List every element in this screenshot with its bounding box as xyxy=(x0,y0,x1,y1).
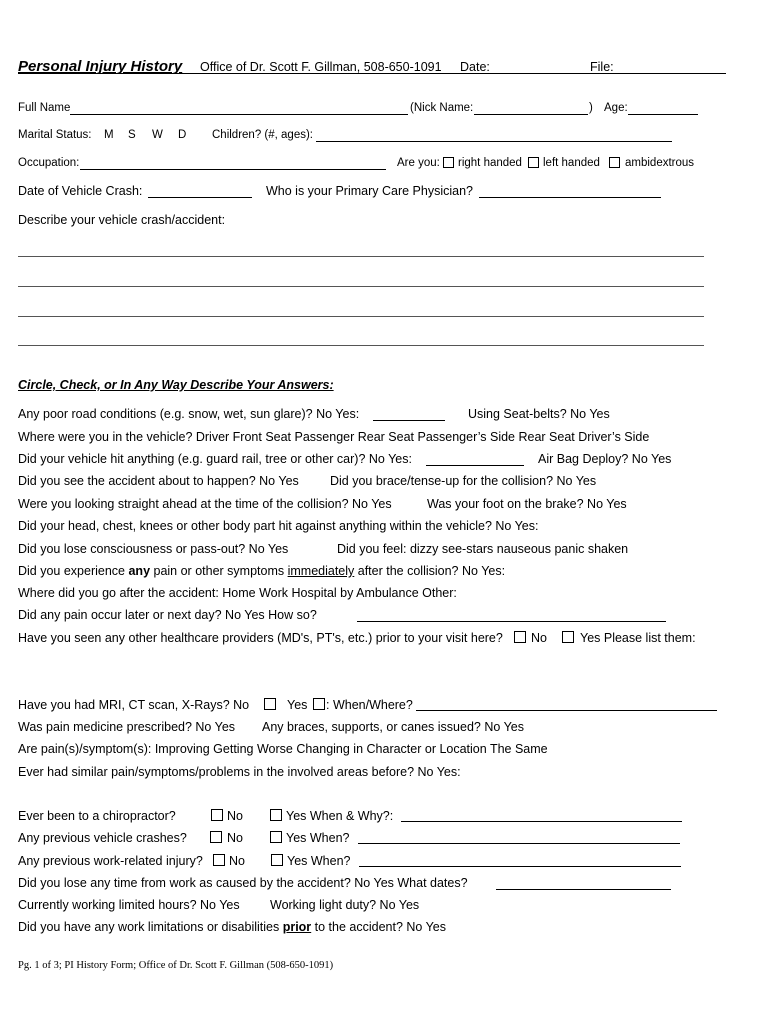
full-name-field[interactable] xyxy=(70,114,408,115)
other-providers-no-label: No xyxy=(531,631,547,645)
children-field[interactable] xyxy=(316,141,672,142)
describe-line[interactable] xyxy=(18,316,704,317)
q-road-conditions: Any poor road conditions (e.g. snow, wet, sun glare)? No Yes: xyxy=(18,407,360,421)
q-previous-crashes: Any previous vehicle crashes? xyxy=(18,831,187,845)
file-label: File: xyxy=(590,60,614,74)
q-looking-ahead: Were you looking straight ahead at the time of the collision? No Yes xyxy=(18,497,392,511)
mri-yes-label: Yes xyxy=(287,698,308,712)
q-consciousness: Did you lose consciousness or pass-out? No Yes xyxy=(18,542,289,556)
occupation-field[interactable] xyxy=(80,169,386,170)
work-injury-yes-checkbox[interactable] xyxy=(271,854,283,866)
limitations-text-a: Did you have any work limitations or disabilities xyxy=(18,920,283,934)
form-title: Personal Injury History xyxy=(18,58,183,75)
work-injury-no-checkbox[interactable] xyxy=(213,854,225,866)
q-pain-experience xyxy=(18,564,505,578)
crashes-yes-label: Yes When? xyxy=(286,831,350,845)
age-field[interactable] xyxy=(628,114,698,115)
date-label: Date: xyxy=(460,60,490,74)
describe-crash-label: Describe your vehicle crash/accident: xyxy=(18,213,226,227)
q-pain-later: Did any pain occur later or next day? No Yes How so? xyxy=(18,608,317,622)
q-see-accident: Did you see the accident about to happen? No Yes xyxy=(18,474,299,488)
pain-text-c: after the collision? No Yes: xyxy=(354,564,506,578)
q-lose-time: Did you lose any time from work as caused by the accident? No Yes What dates? xyxy=(18,876,468,890)
q-braces: Any braces, supports, or canes issued? No Yes xyxy=(262,720,524,734)
marital-option-d[interactable]: D xyxy=(178,129,187,141)
q-work-limitations xyxy=(18,920,446,934)
other-providers-no-checkbox[interactable] xyxy=(514,631,526,643)
q-seatbelts: Using Seat-belts? No Yes xyxy=(468,407,610,421)
q-body-hit: Did your head, chest, knees or other body part hit against anything within the vehicle? No Yes: xyxy=(18,519,539,533)
are-you-label: Are you: xyxy=(397,157,440,169)
q-feel: Did you feel: dizzy see-stars nauseous panic shaken xyxy=(337,542,629,556)
mri-yes-checkbox[interactable] xyxy=(313,698,325,710)
marital-status-label: Marital Status: xyxy=(18,129,92,141)
chiro-field[interactable] xyxy=(401,821,682,822)
q-pain-medicine: Was pain medicine prescribed? No Yes xyxy=(18,720,236,734)
marital-option-w[interactable]: W xyxy=(152,129,163,141)
other-providers-yes-label: Yes Please list them: xyxy=(580,631,696,645)
q-previous-work-injury: Any previous work-related injury? xyxy=(18,854,203,868)
q-symptoms-status: Are pain(s)/symptom(s): Improving Getting Worse Changing in Character or Location The Same xyxy=(18,742,548,756)
pain-text-any: any xyxy=(128,564,151,578)
q-similar-before: Ever had similar pain/symptoms/problems in the involved areas before? No Yes: xyxy=(18,765,461,779)
crash-date-label: Date of Vehicle Crash: xyxy=(18,184,143,198)
chiro-no-checkbox[interactable] xyxy=(211,809,223,821)
q-foot-brake: Was your foot on the brake? No Yes xyxy=(427,497,627,511)
describe-line[interactable] xyxy=(18,345,704,346)
nick-name-label: (Nick Name: xyxy=(410,102,474,114)
crashes-field[interactable] xyxy=(358,843,680,844)
pain-text-a: Did you experience xyxy=(18,564,129,578)
age-label: Age: xyxy=(604,102,628,114)
hit-anything-field[interactable] xyxy=(426,465,524,466)
q-hit-anything: Did your vehicle hit anything (e.g. guard rail, tree or other car)? No Yes: xyxy=(18,452,412,466)
work-injury-yes-label: Yes When? xyxy=(287,854,351,868)
q-brace: Did you brace/tense-up for the collision? No Yes xyxy=(330,474,597,488)
q-go-after: Where did you go after the accident: Home Work Hospital by Ambulance Other: xyxy=(18,586,457,600)
describe-line[interactable] xyxy=(18,286,704,287)
full-name-label: Full Name xyxy=(18,102,71,114)
mri-when-field[interactable] xyxy=(416,710,717,711)
chiro-yes-checkbox[interactable] xyxy=(270,809,282,821)
road-conditions-field[interactable] xyxy=(373,420,445,421)
header-rule xyxy=(18,73,726,74)
work-injury-field[interactable] xyxy=(359,866,681,867)
page-footer: Pg. 1 of 3; PI History Form; Office of Dr. Scott F. Gillman (508-650-1091) xyxy=(18,960,334,971)
work-injury-no-label: No xyxy=(229,854,245,868)
mri-when-label: : When/Where? xyxy=(326,698,413,712)
pain-later-field[interactable] xyxy=(357,621,666,622)
q-other-providers: Have you seen any other healthcare providers (MD's, PT's, etc.) prior to your visit here? xyxy=(18,631,503,645)
pain-text-immediately: immediately xyxy=(287,564,355,578)
right-handed-label: right handed xyxy=(458,157,522,169)
chiro-no-label: No xyxy=(227,809,243,823)
describe-line[interactable] xyxy=(18,256,704,257)
q-limited-hours: Currently working limited hours? No Yes xyxy=(18,898,240,912)
office-info: Office of Dr. Scott F. Gillman, 508-650-1091 xyxy=(200,60,442,74)
nick-name-field[interactable] xyxy=(474,114,588,115)
left-handed-checkbox[interactable] xyxy=(528,157,539,168)
ambidextrous-label: ambidextrous xyxy=(625,157,695,169)
marital-option-m[interactable]: M xyxy=(104,129,114,141)
marital-option-s[interactable]: S xyxy=(128,129,136,141)
q-airbag: Air Bag Deploy? No Yes xyxy=(538,452,672,466)
crashes-no-checkbox[interactable] xyxy=(210,831,222,843)
chiro-yes-label: Yes When & Why?: xyxy=(286,809,394,823)
mri-no-checkbox[interactable] xyxy=(264,698,276,710)
crashes-no-label: No xyxy=(227,831,243,845)
nick-name-close: ) xyxy=(589,102,593,114)
q-mri: Have you had MRI, CT scan, X-Rays? No xyxy=(18,698,250,712)
lose-time-field[interactable] xyxy=(496,889,671,890)
children-label: Children? (#, ages): xyxy=(212,129,313,141)
q-light-duty: Working light duty? No Yes xyxy=(270,898,420,912)
crash-date-field[interactable] xyxy=(148,197,252,198)
section-heading: Circle, Check, or In Any Way Describe Your Answers: xyxy=(18,378,334,392)
physician-field[interactable] xyxy=(479,197,661,198)
limitations-text-b: to the accident? No Yes xyxy=(311,920,447,934)
ambidextrous-checkbox[interactable] xyxy=(609,157,620,168)
pain-text-b: pain or other symptoms xyxy=(150,564,288,578)
crashes-yes-checkbox[interactable] xyxy=(270,831,282,843)
left-handed-label: left handed xyxy=(543,157,600,169)
q-chiropractor: Ever been to a chiropractor? xyxy=(18,809,176,823)
right-handed-checkbox[interactable] xyxy=(443,157,454,168)
other-providers-yes-checkbox[interactable] xyxy=(562,631,574,643)
occupation-label: Occupation: xyxy=(18,157,80,169)
limitations-text-prior: prior xyxy=(282,920,312,934)
q-where-in-vehicle: Where were you in the vehicle? Driver Front Seat Passenger Rear Seat Passenger’s Side Rear Seat Driver’s Side xyxy=(18,430,650,444)
physician-label: Who is your Primary Care Physician? xyxy=(266,184,474,198)
